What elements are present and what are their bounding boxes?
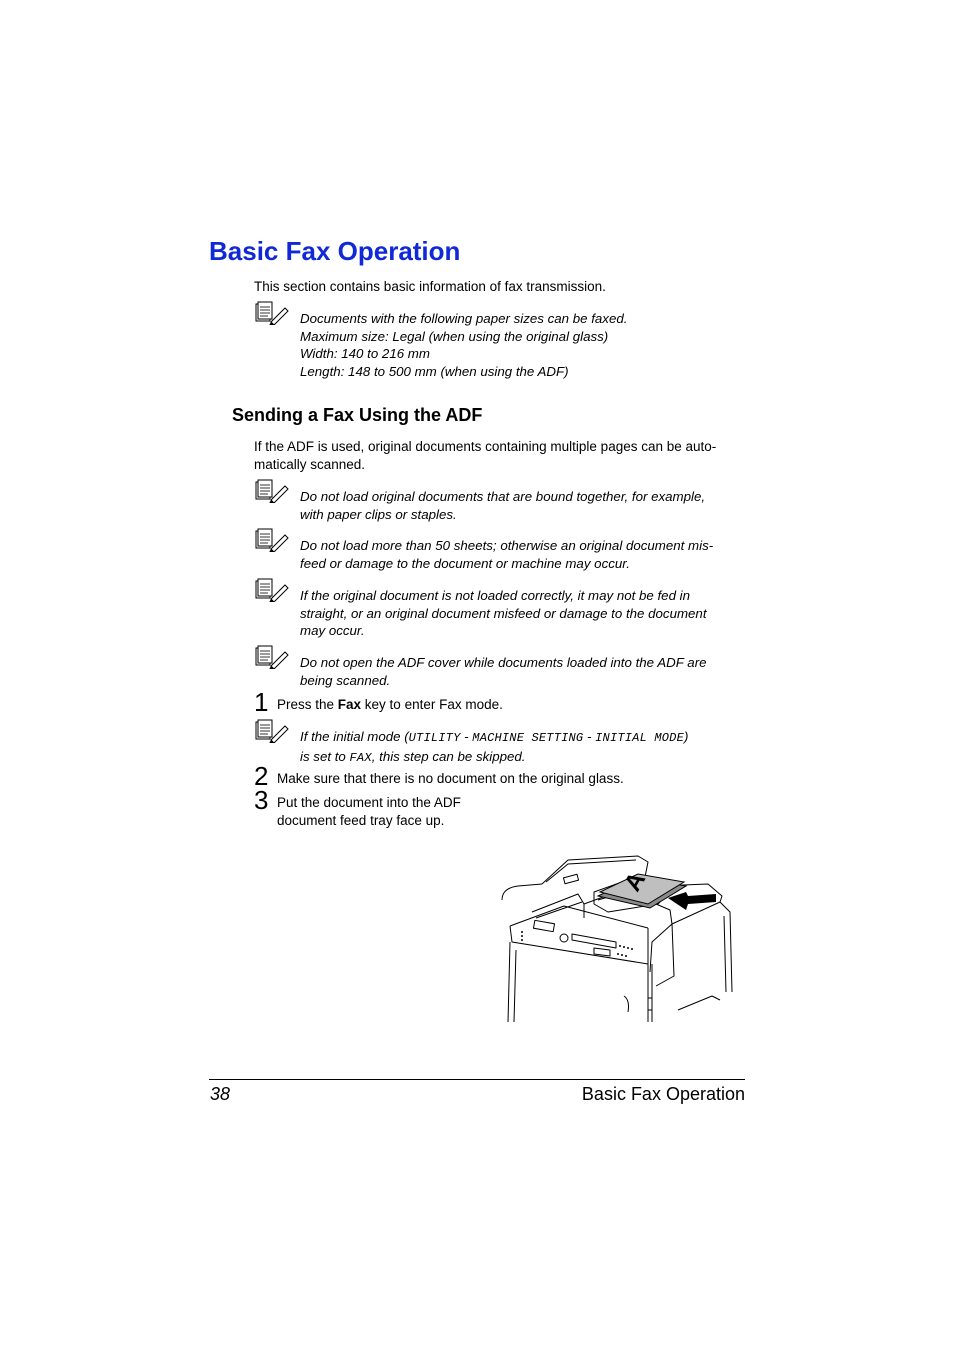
mode-fax: FAX [349,750,372,765]
note-bound-documents [300,488,705,523]
step-1-text [277,696,503,714]
note-line: Do not open the ADF cover while documents loaded into the ADF are [300,655,707,670]
note-adf-cover [300,654,707,689]
note-line: being scanned. [300,672,391,688]
note-sheet-limit [300,537,713,572]
page-number: 38 [210,1084,231,1104]
step-text-part: Press the [277,697,338,712]
note-initial-mode [300,728,688,767]
printer-adf-illustration [498,852,738,1022]
note-text: ) [683,729,689,744]
separator: - [460,729,473,744]
fax-key-label: Fax [337,697,362,712]
intro-text: This section contains basic information of fax transmission. [254,279,606,294]
step-2-text: Make sure that there is no document on the original glass. [277,771,624,786]
menu-path-utility: UTILITY [408,731,461,745]
note-line: may occur. [300,623,365,638]
step-number: 3 [254,785,269,815]
note-loading-correctly [300,587,707,640]
step-3-text [277,794,461,829]
note-pencil-icon [255,528,289,552]
footer-section-title: Basic Fax Operation [581,1084,745,1104]
note-text: , this step can be skipped. [371,748,526,764]
note-pencil-icon [255,645,289,669]
note-line: Maximum size: Legal (when using the original glass) [300,328,609,344]
note-line: feed or damage to the document or machine may occur. [300,555,630,571]
note-pencil-icon [255,479,289,503]
sheet-letter: A [619,867,652,896]
adf-intro-line: matically scanned. [254,456,366,472]
note-paper-sizes [300,310,627,380]
note-line [300,728,688,748]
menu-path-machine-setting: MACHINE SETTING [472,731,584,745]
adf-intro [254,438,716,473]
note-pencil-icon [255,301,289,325]
note-line: straight, or an original document misfeed or damage to the document [300,605,707,621]
footer-rule [209,1079,745,1080]
note-line: Length: 148 to 500 mm (when using the ADF) [300,363,569,379]
document-sheet [598,867,686,908]
step-number: 2 [254,761,269,791]
note-line: Do not load more than 50 sheets; otherwise an original document mis- [300,538,714,553]
adf-intro-line: If the ADF is used, original documents containing multiple pages can be auto- [254,439,717,454]
note-line: Width: 140 to 216 mm [300,346,430,361]
separator: - [583,729,596,744]
menu-path-initial-mode: INITIAL MODE [595,731,684,745]
step-line: document feed tray face up. [277,812,445,828]
note-pencil-icon [255,578,289,602]
note-line: Documents with the following paper sizes can be faxed. [300,311,628,326]
note-line: If the original document is not loaded correctly, it may not be fed in [300,588,691,603]
page-title: Basic Fax Operation [209,236,461,266]
section-heading: Sending a Fax Using the ADF [232,405,483,425]
note-line [300,748,688,768]
note-line: with paper clips or staples. [300,506,457,522]
note-text: is set to [300,748,350,764]
note-text: If the initial mode ( [300,729,409,744]
note-pencil-icon [255,719,289,743]
step-line: Put the document into the ADF [277,795,461,810]
step-text-part: key to enter Fax mode. [361,697,503,712]
step-number: 1 [254,687,269,717]
note-line: Do not load original documents that are bound together, for example, [300,489,706,504]
